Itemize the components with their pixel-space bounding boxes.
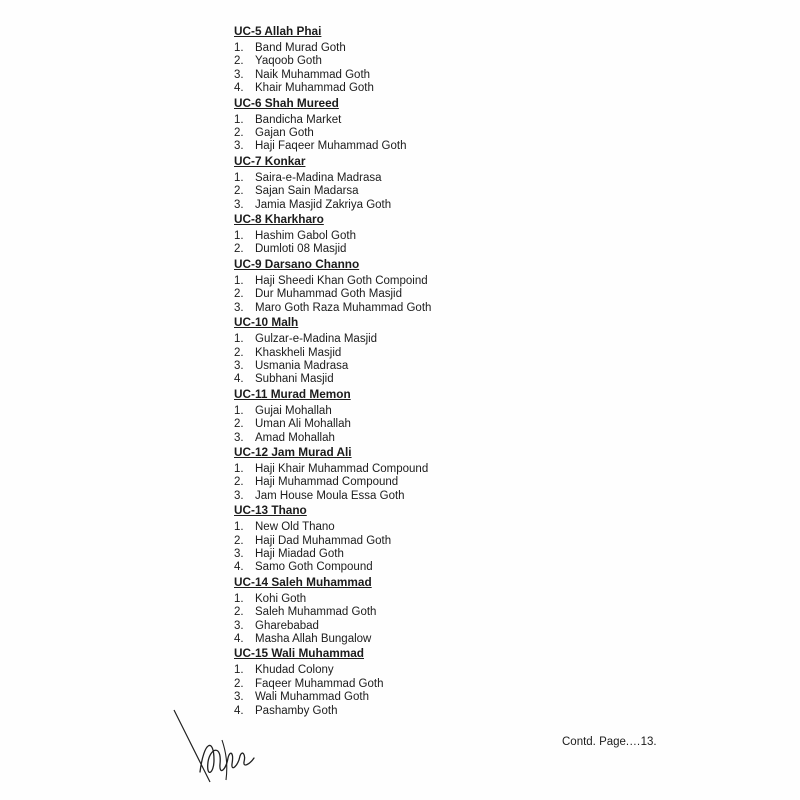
section-heading: UC-6 Shah Mureed: [234, 95, 339, 110]
list-item: [234, 127, 654, 140]
site-list: [234, 664, 654, 718]
item-text: Gharebabad: [255, 619, 319, 632]
section-heading: UC-13 Thano: [234, 503, 307, 518]
item-number: 4.: [234, 82, 244, 95]
item-text: Dumloti 08 Masjid: [255, 243, 347, 256]
item-text: Samo Goth Compound: [255, 561, 373, 574]
list-item: [234, 463, 654, 476]
item-text: Haji Dad Muhammad Goth: [255, 534, 392, 547]
item-text: Kohi Goth: [255, 592, 307, 605]
item-text: Haji Muhammad Compound: [255, 476, 399, 489]
item-number: 2.: [234, 243, 244, 256]
item-number: 2.: [234, 606, 244, 619]
list-item: [234, 55, 654, 68]
item-number: 4.: [234, 561, 244, 574]
section-heading: UC-7 Konkar: [234, 153, 306, 168]
item-number: 2.: [234, 476, 244, 489]
section-heading: UC-8 Kharkharo: [234, 212, 324, 227]
list-item: [234, 172, 654, 185]
section-heading: UC-12 Jam Murad Ali: [234, 444, 352, 459]
item-number: 2.: [234, 185, 244, 198]
list-item: [234, 521, 654, 534]
item-number: 1.: [234, 230, 244, 243]
item-number: 3.: [234, 68, 244, 81]
site-list: [234, 275, 654, 315]
item-text: Sajan Sain Madarsa: [255, 185, 359, 198]
item-text: Saira-e-Madina Madrasa: [255, 171, 382, 184]
list-item: [234, 476, 654, 489]
item-number: 3.: [234, 359, 244, 372]
item-text: Khaskheli Masjid: [255, 346, 342, 359]
list-item: [234, 705, 654, 718]
item-number: 2.: [234, 534, 244, 547]
item-number: 1.: [234, 664, 244, 677]
item-number: 1.: [234, 333, 244, 346]
list-item: [234, 42, 654, 55]
continued-page-note: Contd. Page.…13.: [562, 736, 657, 748]
item-text: Khudad Colony: [255, 664, 334, 677]
handwritten-signature: [170, 700, 280, 790]
item-text: Amad Mohallah: [255, 431, 335, 444]
item-number: 4.: [234, 633, 244, 645]
item-text: Masha Allah Bungalow: [255, 633, 372, 645]
item-number: 4.: [234, 704, 244, 717]
site-list: [234, 333, 654, 387]
item-text: Wali Muhammad Goth: [255, 691, 369, 704]
item-number: 3.: [234, 301, 244, 314]
item-number: 3.: [234, 619, 244, 632]
item-text: Yaqoob Goth: [255, 55, 322, 68]
item-number: 1.: [234, 171, 244, 184]
item-text: Band Murad Goth: [255, 42, 346, 54]
item-text: Hashim Gabol Goth: [255, 230, 356, 243]
item-text: Saleh Muhammad Goth: [255, 606, 377, 619]
list-item: [234, 548, 654, 561]
item-text: Haji Sheedi Khan Goth Compoind: [255, 274, 428, 287]
item-number: 4.: [234, 373, 244, 386]
item-text: Haji Khair Muhammad Compound: [255, 462, 429, 475]
list-item: [234, 561, 654, 574]
item-text: Pashamby Goth: [255, 704, 338, 717]
section-heading: UC-10 Malh: [234, 315, 299, 330]
item-text: Khair Muhammad Goth: [255, 82, 374, 95]
item-text: New Old Thano: [255, 521, 335, 534]
item-number: 2.: [234, 418, 244, 431]
site-list: [234, 593, 654, 647]
item-number: 1.: [234, 521, 244, 534]
list-item: [234, 140, 654, 153]
item-text: Usmania Madrasa: [255, 359, 349, 372]
list-item: [234, 82, 654, 95]
item-text: Gulzar-e-Madina Masjid: [255, 333, 378, 346]
item-text: Gajan Goth: [255, 127, 314, 140]
site-list: [234, 521, 654, 575]
item-number: 2.: [234, 55, 244, 68]
list-item: [234, 405, 654, 418]
list-item: [234, 302, 654, 315]
item-number: 1.: [234, 113, 244, 126]
list-item: [234, 418, 654, 431]
item-number: 3.: [234, 691, 244, 704]
list-item: [234, 347, 654, 360]
list-item: [234, 360, 654, 373]
list-item: [234, 593, 654, 606]
item-number: 1.: [234, 42, 244, 54]
list-item: [234, 230, 654, 243]
item-number: 1.: [234, 592, 244, 605]
list-item: [234, 606, 654, 619]
site-list: [234, 405, 654, 445]
item-text: Faqeer Muhammad Goth: [255, 677, 384, 690]
item-number: 3.: [234, 431, 244, 444]
list-item: [234, 691, 654, 704]
site-list: [234, 42, 654, 96]
item-text: Bandicha Market: [255, 113, 342, 126]
item-number: 1.: [234, 404, 244, 417]
list-item: [234, 373, 654, 386]
list-item: [234, 620, 654, 633]
section-heading: UC-11 Murad Memon: [234, 386, 351, 401]
list-item: [234, 275, 654, 288]
list-item: [234, 633, 654, 646]
section-heading: UC-5 Allah Phai: [234, 24, 322, 38]
list-item: [234, 490, 654, 503]
list-item: [234, 678, 654, 691]
site-list: [234, 172, 654, 212]
item-number: 1.: [234, 462, 244, 475]
item-number: 3.: [234, 140, 244, 153]
section-heading: UC-14 Saleh Muhammad: [234, 574, 372, 589]
item-number: 2.: [234, 346, 244, 359]
item-text: Uman Ali Mohallah: [255, 418, 351, 431]
site-list: [234, 230, 654, 257]
section-heading: UC-15 Wali Muhammad: [234, 646, 365, 661]
list-item: [234, 333, 654, 346]
list-item: [234, 288, 654, 301]
item-text: Haji Miadad Goth: [255, 547, 344, 560]
item-number: 3.: [234, 547, 244, 560]
list-item: [234, 664, 654, 677]
item-number: 2.: [234, 677, 244, 690]
item-number: 2.: [234, 288, 244, 301]
list-item: [234, 243, 654, 256]
site-list: [234, 114, 654, 154]
item-number: 2.: [234, 127, 244, 140]
uc-site-list: [234, 24, 654, 718]
list-item: [234, 432, 654, 445]
item-number: 1.: [234, 274, 244, 287]
item-number: 3.: [234, 198, 244, 211]
item-text: Jam House Moula Essa Goth: [255, 489, 405, 502]
list-item: [234, 199, 654, 212]
item-text: Naik Muhammad Goth: [255, 68, 371, 81]
item-text: Subhani Masjid: [255, 373, 334, 386]
item-text: Haji Faqeer Muhammad Goth: [255, 140, 407, 153]
list-item: [234, 69, 654, 82]
item-text: Dur Muhammad Goth Masjid: [255, 288, 402, 301]
list-item: [234, 535, 654, 548]
item-number: 3.: [234, 489, 244, 502]
list-item: [234, 185, 654, 198]
item-text: Jamia Masjid Zakriya Goth: [255, 198, 392, 211]
item-text: Maro Goth Raza Muhammad Goth: [255, 301, 432, 314]
list-item: [234, 114, 654, 127]
site-list: [234, 463, 654, 503]
item-text: Gujai Mohallah: [255, 404, 332, 417]
section-heading: UC-9 Darsano Channo: [234, 256, 360, 271]
